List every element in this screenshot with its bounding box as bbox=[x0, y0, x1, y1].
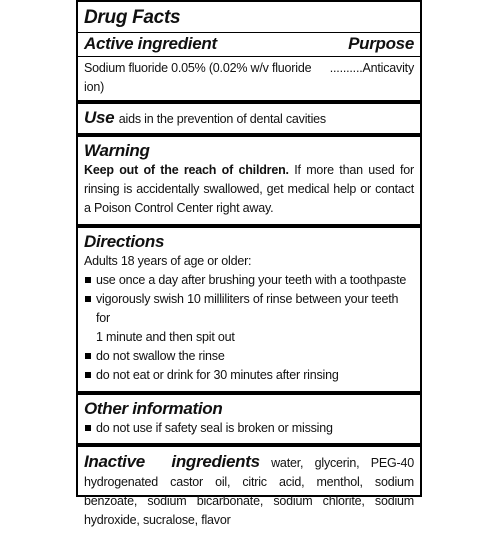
use-text: aids in the prevention of dental cavities bbox=[118, 112, 326, 126]
directions-section bbox=[78, 228, 420, 395]
warning-body bbox=[84, 161, 414, 218]
list-item bbox=[84, 290, 414, 328]
list-item bbox=[84, 271, 414, 290]
leader-dots: .......... bbox=[329, 61, 363, 75]
inactive-ingredients-heading: Inactive ingredients bbox=[84, 452, 260, 471]
bullet-icon bbox=[85, 353, 91, 359]
directions-item-1: use once a day after brushing your teeth with a toothpaste bbox=[96, 273, 407, 287]
bullet-icon bbox=[85, 277, 91, 283]
bullet-icon bbox=[85, 372, 91, 378]
inactive-ingredients-body bbox=[84, 452, 414, 530]
directions-intro: Adults 18 years of age or older: bbox=[84, 254, 252, 268]
directions-item-2: vigorously swish 10 milliliters of rinse between your teeth for bbox=[96, 292, 399, 325]
use-section bbox=[78, 104, 420, 137]
bullet-icon bbox=[85, 296, 91, 302]
directions-heading: Directions bbox=[84, 232, 165, 251]
active-ingredient-section bbox=[78, 2, 420, 104]
list-item bbox=[84, 347, 414, 366]
inactive-ingredients-section bbox=[78, 447, 420, 534]
directions-item-2-continuation: 1 minute and then spit out bbox=[96, 330, 235, 344]
use-heading: Use bbox=[84, 108, 115, 127]
inactive-ingredients-text: water, glycerin, PEG-40 hydrogenated castor oil, citric acid, menthol, sodium benzoate, sodium bicarbonate, sodium chlorite, sodium hydroxide, sucralose, flavor bbox=[84, 456, 414, 527]
other-information-heading: Other information bbox=[84, 399, 223, 418]
active-divider bbox=[78, 56, 420, 57]
bullet-icon bbox=[85, 425, 91, 431]
warning-section bbox=[78, 137, 420, 228]
purpose-heading: Purpose bbox=[348, 34, 414, 53]
active-ingredient-heading: Active ingredient bbox=[84, 34, 217, 53]
warning-bold-text: Keep out of the reach of children. bbox=[84, 163, 289, 177]
drug-facts-label bbox=[76, 0, 422, 527]
other-information-item-1: do not use if safety seal is broken or missing bbox=[96, 421, 333, 435]
warning-text: If more than used for rinsing is accidentally swallowed, get medical help or contact a Poison Control Center right away. bbox=[84, 163, 414, 215]
drug-facts-title: Drug Facts bbox=[84, 7, 181, 28]
other-information-section bbox=[78, 395, 420, 447]
active-ingredient-name: Sodium fluoride 0.05% (0.02% w/v fluoride ion) bbox=[84, 61, 312, 94]
list-item bbox=[84, 366, 414, 385]
directions-item-4: do not eat or drink for 30 minutes after rinsing bbox=[96, 368, 339, 382]
warning-heading: Warning bbox=[84, 141, 150, 160]
directions-item-3: do not swallow the rinse bbox=[96, 349, 225, 363]
list-item bbox=[84, 419, 414, 438]
active-header-row bbox=[84, 34, 414, 54]
active-ingredient-row bbox=[84, 59, 414, 97]
active-ingredient-purpose: Anticavity bbox=[362, 61, 414, 75]
title-divider bbox=[78, 32, 420, 33]
